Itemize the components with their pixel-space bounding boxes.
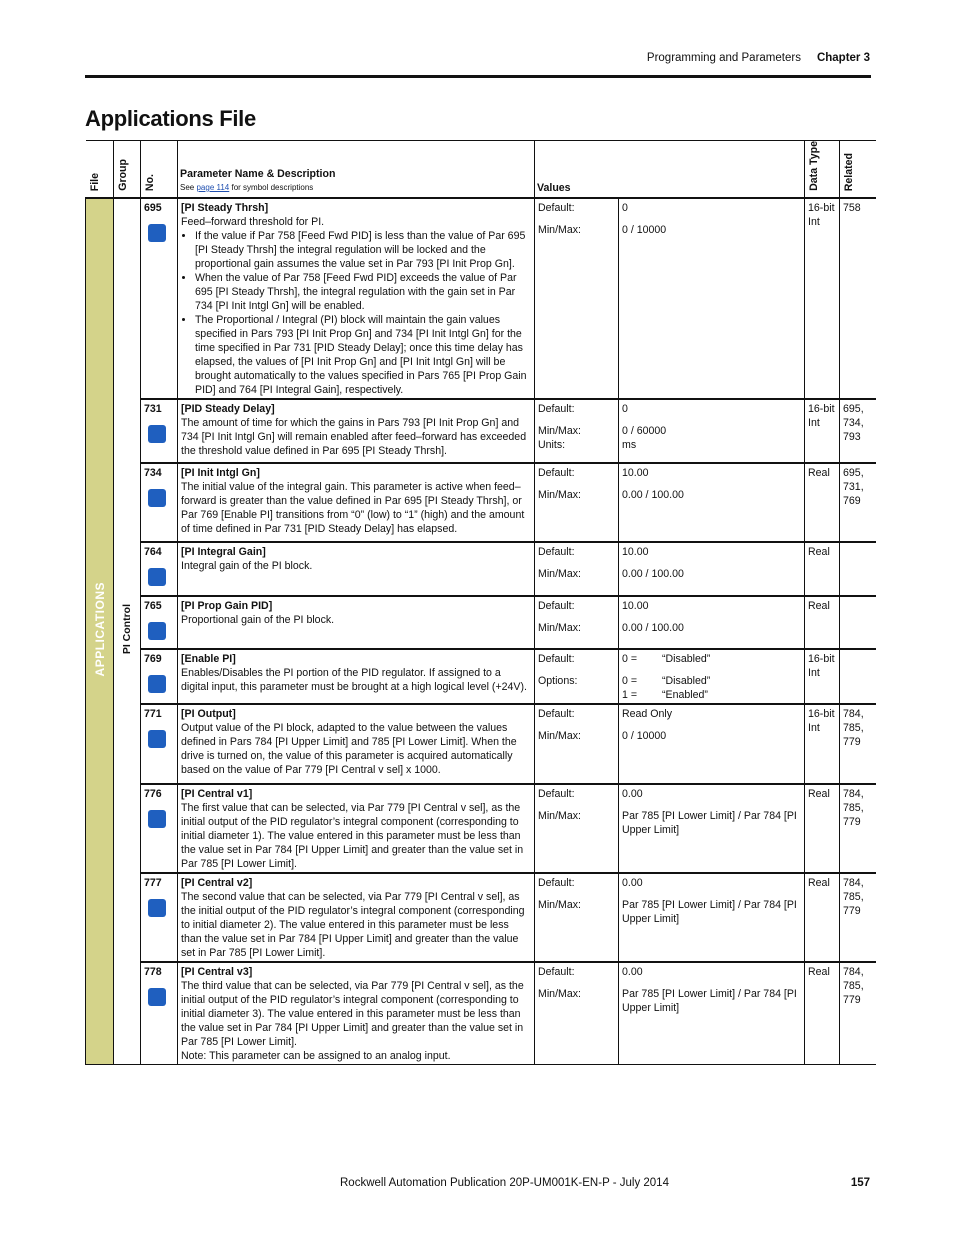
param-description — [178, 399, 535, 463]
value-labels — [535, 784, 619, 873]
param-number-cell — [141, 542, 178, 596]
related-cell — [840, 399, 876, 463]
param-number: 771 — [144, 707, 162, 720]
related-param: 785, — [843, 721, 864, 734]
related-param: 784, — [843, 965, 864, 978]
group-label: PI Control — [121, 604, 133, 655]
param-description — [178, 198, 535, 399]
default-label: Default: — [538, 466, 575, 479]
parameter-row — [86, 962, 876, 1065]
related-param: 758 — [843, 201, 861, 214]
minmax-label: Min/Max: — [538, 424, 581, 437]
parameter-row — [86, 542, 876, 596]
read-write-icon — [148, 489, 166, 507]
default-label: Default: — [538, 545, 575, 558]
parameter-table — [85, 140, 876, 1065]
minmax-value: Par 785 [PI Lower Limit] / Par 784 [PI Upper Limit] — [622, 898, 797, 925]
file-label: APPLICATIONS — [92, 582, 107, 677]
param-intro: Integral gain of the PI block. — [181, 559, 313, 572]
page-link[interactable]: page 114 — [196, 182, 230, 192]
param-number: 769 — [144, 652, 162, 665]
table-header-row — [86, 141, 876, 198]
default-value: Read Only — [622, 707, 673, 720]
parameter-row — [86, 704, 876, 784]
param-name: [PI Integral Gain] — [181, 545, 266, 558]
file-cell — [86, 198, 114, 1065]
related-param: 793 — [843, 430, 861, 443]
parameter-row — [86, 463, 876, 542]
minmax-label: Min/Max: — [538, 809, 581, 822]
read-write-icon — [148, 810, 166, 828]
chapter-label: Chapter 3 — [816, 52, 870, 64]
data-type: Real — [808, 545, 830, 558]
units-label: Units: — [538, 438, 566, 451]
col-name-description: Parameter Name & Description See page 114 for symbol descriptions — [178, 141, 535, 198]
related-param: 695, — [843, 466, 864, 479]
related-cell — [840, 704, 876, 784]
param-number: 776 — [144, 787, 162, 800]
param-number: 764 — [144, 545, 162, 558]
data-type-cell — [805, 198, 840, 399]
default-value: 10.00 — [622, 599, 649, 612]
param-name: [PI Init Intgl Gn] — [181, 466, 260, 479]
parameter-row — [86, 198, 876, 399]
default-value: 0 = “Disabled” — [622, 652, 711, 665]
read-write-icon — [148, 568, 166, 586]
param-description — [178, 596, 535, 649]
related-param: 784, — [843, 787, 864, 800]
param-number: 695 — [144, 201, 162, 214]
data-type: Real — [808, 599, 830, 612]
data-type: Int — [808, 416, 820, 429]
default-value: 0 — [622, 201, 628, 214]
param-number: 778 — [144, 965, 162, 978]
minmax-value: Par 785 [PI Lower Limit] / Par 784 [PI Upper Limit] — [622, 987, 797, 1014]
param-description — [178, 542, 535, 596]
related-param: 785, — [843, 890, 864, 903]
related-param: 695, — [843, 402, 864, 415]
related-param: 785, — [843, 801, 864, 814]
param-intro: Feed–forward threshold for PI. — [181, 215, 325, 228]
data-type-cell — [805, 649, 840, 704]
options-label: Options: — [538, 674, 578, 687]
default-label: Default: — [538, 707, 575, 720]
value-values — [619, 596, 805, 649]
minmax-label: Min/Max: — [538, 488, 581, 501]
col-file: File — [86, 141, 114, 198]
related-param: 784, — [843, 707, 864, 720]
data-type-cell — [805, 542, 840, 596]
value-labels — [535, 704, 619, 784]
param-name: [PI Central v1] — [181, 787, 253, 800]
param-intro: The amount of time for which the gains in Pars 793 [PI Init Prop Gn] and 734 [PI Init Intgl Gn] will remain enabled after feed–forward has exceeded the threshold value defined in Par 695 [PI Steady Thrsh]. — [181, 416, 527, 457]
footer-publication: Rockwell Automation Publication 20P-UM001K-EN-P - July 2014 — [340, 1177, 669, 1189]
bullet-list — [181, 229, 531, 397]
read-write-icon — [148, 622, 166, 640]
minmax-label: Min/Max: — [538, 898, 581, 911]
minmax-value: 0 / 10000 — [622, 223, 667, 236]
default-label: Default: — [538, 652, 575, 665]
param-description — [178, 463, 535, 542]
param-name: [PID Steady Delay] — [181, 402, 275, 415]
minmax-label: Min/Max: — [538, 567, 581, 580]
related-param: 731, — [843, 480, 864, 493]
default-label: Default: — [538, 599, 575, 612]
value-values — [619, 704, 805, 784]
read-write-icon — [148, 988, 166, 1006]
param-number-cell — [141, 962, 178, 1065]
default-label: Default: — [538, 787, 575, 800]
data-type: 16-bit — [808, 652, 835, 665]
read-write-icon — [148, 224, 166, 242]
default-label: Default: — [538, 965, 575, 978]
param-number-cell — [141, 704, 178, 784]
data-type: 16-bit — [808, 201, 835, 214]
param-name: [PI Prop Gain PID] — [181, 599, 273, 612]
related-param: 779 — [843, 815, 861, 828]
data-type: Int — [808, 666, 820, 679]
related-cell — [840, 784, 876, 873]
data-type: Int — [808, 215, 820, 228]
data-type: Real — [808, 787, 830, 800]
param-note: Note: This parameter can be assigned to an analog input. — [181, 1049, 451, 1062]
page-number: 157 — [850, 1177, 870, 1189]
param-number-cell — [141, 463, 178, 542]
data-type-cell — [805, 596, 840, 649]
param-description — [178, 873, 535, 962]
minmax-value: 0.00 / 100.00 — [622, 621, 684, 634]
col-data-type: Data Type — [805, 141, 840, 198]
param-number-cell — [141, 784, 178, 873]
value-labels — [535, 399, 619, 463]
related-param: 779 — [843, 735, 861, 748]
related-cell — [840, 596, 876, 649]
param-description — [178, 784, 535, 873]
page-title: Applications File — [85, 106, 256, 131]
related-param: 769 — [843, 494, 861, 507]
value-labels — [535, 962, 619, 1065]
default-label: Default: — [538, 201, 575, 214]
data-type: Real — [808, 965, 830, 978]
param-number-cell — [141, 596, 178, 649]
related-param: 779 — [843, 993, 861, 1006]
related-cell — [840, 873, 876, 962]
param-name: [Enable PI] — [181, 652, 236, 665]
data-type-cell — [805, 962, 840, 1065]
read-write-icon — [148, 899, 166, 917]
param-intro: Enables/Disables the PI portion of the PID regulator. If assigned to a digital input, this parameter must be brought at a high logical level (+24V). — [181, 666, 527, 693]
related-param: 779 — [843, 904, 861, 917]
param-intro: The first value that can be selected, via Par 779 [PI Central v sel], as the initial output of the PID regulator’s integral component (corresponding to initial diameter 1). The value entered in this parameter must be less than the value set in Par 784 [PI Upper Limit] and greater than the value set in Par 785 [PI Lower Limit]. — [181, 801, 524, 870]
related-cell — [840, 649, 876, 704]
data-type: Int — [808, 721, 820, 734]
value-values — [619, 463, 805, 542]
param-number: 765 — [144, 599, 162, 612]
related-cell — [840, 198, 876, 399]
value-labels — [535, 873, 619, 962]
default-value: 10.00 — [622, 545, 649, 558]
value-values — [619, 962, 805, 1065]
read-write-icon — [148, 730, 166, 748]
units-value: ms — [622, 438, 637, 451]
minmax-value: 0 / 60000 — [622, 424, 667, 437]
param-intro: The third value that can be selected, via Par 779 [PI Central v sel], as the initial output of the PID regulator’s integral component (corresponding to initial diameter 3). The value entered in this parameter must be less than the value set in Par 784 [PI Upper Limit] and greater than the value set in Par 785 [PI Lower Limit]. — [181, 979, 524, 1048]
minmax-value: 0 / 10000 — [622, 729, 667, 742]
param-intro: The second value that can be selected, via Par 779 [PI Central v sel], as the initial output of the PID regulator’s integral component (corresponding to initial diameter 2). The value entered in this parameter must be less than the value set in Par 784 [PI Upper Limit] and greater than the value set in Par 785 [PI Lower Limit]. — [181, 890, 525, 959]
minmax-label: Min/Max: — [538, 621, 581, 634]
value-labels — [535, 649, 619, 704]
parameter-row — [86, 399, 876, 463]
minmax-value: Par 785 [PI Lower Limit] / Par 784 [PI Upper Limit] — [622, 809, 797, 836]
param-intro: Output value of the PI block, adapted to the value between the values defined in Pars 784 [PI Upper Limit] and 785 [PI Lower Limit]. When the drive is turned on, the value of this parameter is acquired automatically based on the value of Par 779 [PI Central v sel] x 1000. — [181, 721, 517, 776]
param-intro: Proportional gain of the PI block. — [181, 613, 335, 626]
col-group: Group — [114, 141, 141, 198]
param-description — [178, 704, 535, 784]
value-labels — [535, 198, 619, 399]
minmax-value: 0.00 / 100.00 — [622, 567, 684, 580]
related-cell — [840, 962, 876, 1065]
default-value: 0 — [622, 402, 628, 415]
data-type-cell — [805, 873, 840, 962]
value-labels — [535, 463, 619, 542]
value-values — [619, 873, 805, 962]
read-write-icon — [148, 675, 166, 693]
value-values — [619, 649, 805, 704]
parameter-row — [86, 596, 876, 649]
param-number: 734 — [144, 466, 162, 479]
value-labels — [535, 542, 619, 596]
param-intro: The initial value of the integral gain. This parameter is active when feed–forward is greater than the value defined in Par 695 [PI Steady Thrsh], or Par 769 [Enable PI] transitions from “0” (low) to “1” (high) and the amount of time defined in Par 731 [PID Steady Delay] has elapsed. — [181, 480, 525, 535]
list-item: • The Proportional / Integral (PI) block will maintain the gain values specified in Pars 793 [PI Init Prop Gn] and 734 [PI Init Intgl Gn] for the time specified in Par 731 [PID Steady Delay]; once this time delay has elapsed, the values of [PI Init Prop Gn] and [PI Init Intgl Gn] will be brought automatically to the values specified in Pars 765 [PI Prop Gain PID] and 764 [PI Integral Gain], respectively. — [195, 313, 531, 397]
param-name: [PI Output] — [181, 707, 236, 720]
param-number: 777 — [144, 876, 162, 889]
data-type-cell — [805, 704, 840, 784]
parameter-row — [86, 784, 876, 873]
related-param: 784, — [843, 876, 864, 889]
option-item: 1 = “Enabled” — [622, 688, 708, 701]
param-number: 731 — [144, 402, 162, 415]
param-number-cell — [141, 198, 178, 399]
default-label: Default: — [538, 876, 575, 889]
minmax-label: Min/Max: — [538, 729, 581, 742]
data-type-cell — [805, 463, 840, 542]
default-value: 0.00 — [622, 965, 643, 978]
param-number-cell — [141, 399, 178, 463]
data-type: 16-bit — [808, 402, 835, 415]
default-value: 0.00 — [622, 876, 643, 889]
parameter-row — [86, 873, 876, 962]
default-value: 10.00 — [622, 466, 649, 479]
minmax-value: 0.00 / 100.00 — [622, 488, 684, 501]
parameter-row — [86, 649, 876, 704]
read-write-icon — [148, 425, 166, 443]
minmax-label: Min/Max: — [538, 987, 581, 1000]
list-item: • When the value of Par 758 [Feed Fwd PID] exceeds the value of Par 695 [PI Steady Thrsh], the integral regulation with the gain set in Par 734 [PI Init Intgl Gn] will be enabled. — [195, 271, 531, 313]
related-cell — [840, 463, 876, 542]
group-cell — [114, 198, 141, 1065]
data-type: Real — [808, 876, 830, 889]
option-item: 0 = “Disabled” — [622, 674, 711, 687]
param-description — [178, 649, 535, 704]
param-number-cell — [141, 873, 178, 962]
col-values: Values — [535, 141, 805, 198]
col-no: No. — [141, 141, 178, 198]
related-param: 785, — [843, 979, 864, 992]
data-type: 16-bit — [808, 707, 835, 720]
value-labels — [535, 596, 619, 649]
related-cell — [840, 542, 876, 596]
value-values — [619, 399, 805, 463]
data-type-cell — [805, 784, 840, 873]
value-values — [619, 198, 805, 399]
running-header — [647, 52, 870, 64]
value-values — [619, 784, 805, 873]
related-param: 734, — [843, 416, 864, 429]
param-name: [PI Central v3] — [181, 965, 253, 978]
col-related: Related — [840, 141, 876, 198]
param-name: [PI Central v2] — [181, 876, 253, 889]
list-item: • If the value if Par 758 [Feed Fwd PID] is less than the value of Par 695 [PI Steady Thrsh] the integral regulation will be locked and the proportional gain assumes the value set in Par 793 [PI Init Prop Gn]. — [195, 229, 531, 271]
minmax-label: Min/Max: — [538, 223, 581, 236]
section-title: Programming and Parameters — [646, 52, 801, 64]
param-description — [178, 962, 535, 1065]
default-label: Default: — [538, 402, 575, 415]
param-number-cell — [141, 649, 178, 704]
default-value: 0.00 — [622, 787, 643, 800]
header-rule — [85, 75, 871, 78]
value-values — [619, 542, 805, 596]
data-type-cell — [805, 399, 840, 463]
data-type: Real — [808, 466, 830, 479]
param-name: [PI Steady Thrsh] — [181, 201, 269, 214]
